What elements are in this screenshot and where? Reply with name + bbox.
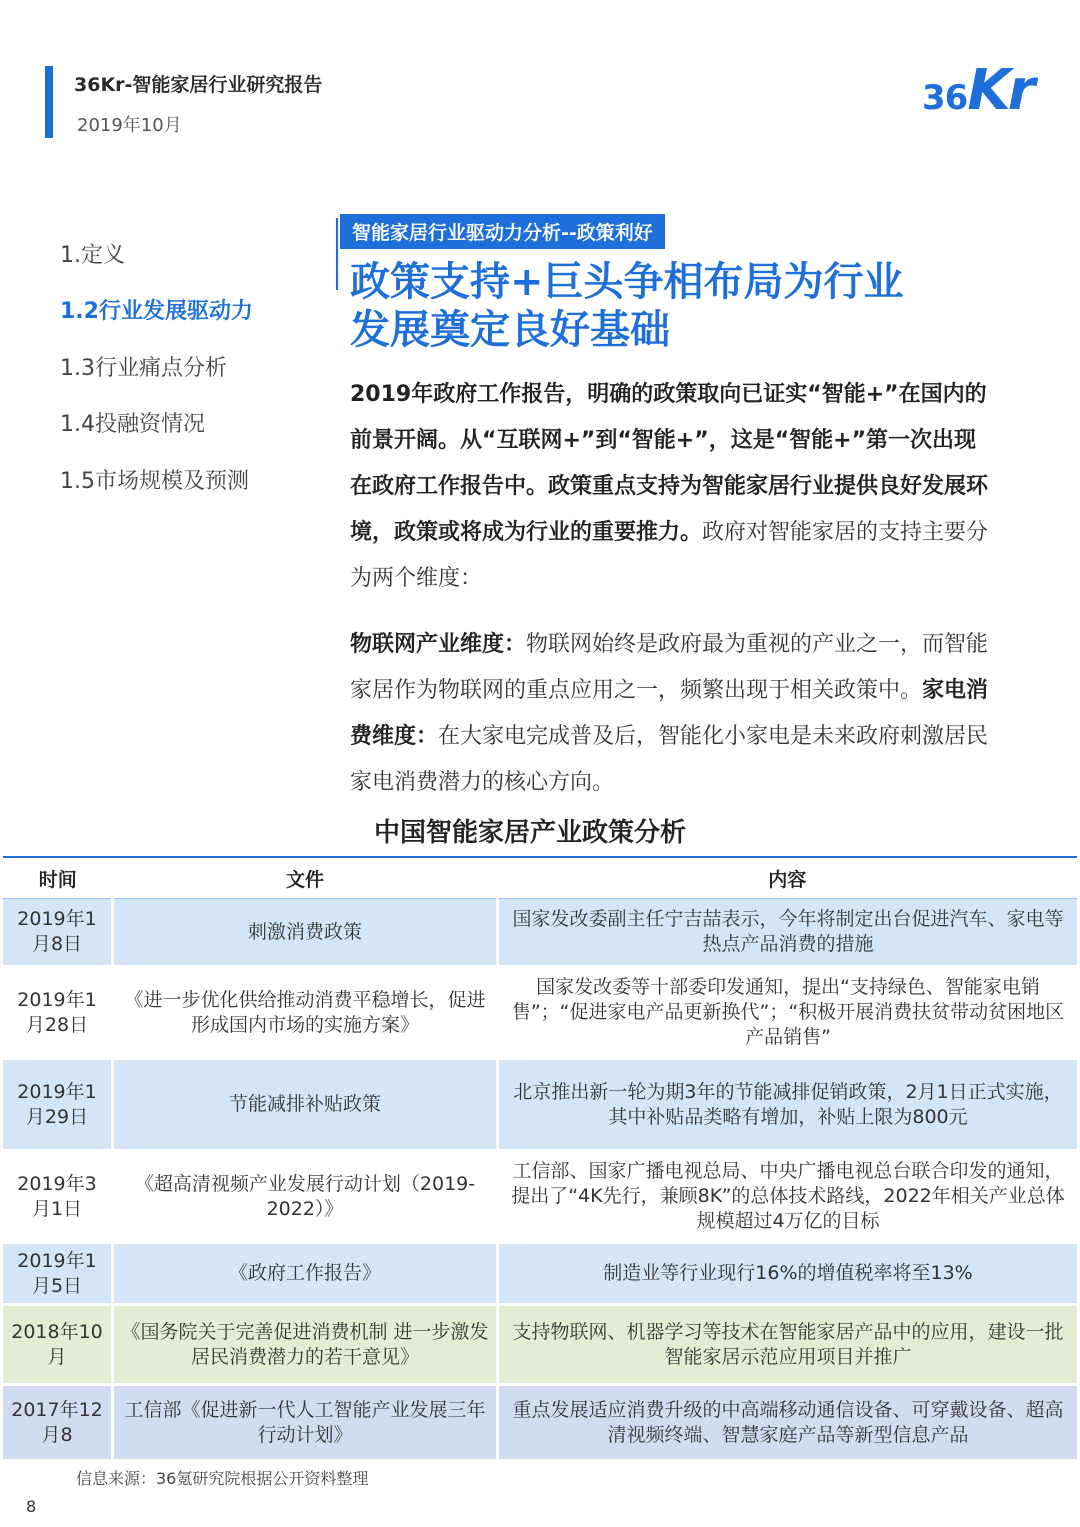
nav-item-market-size[interactable]: 1.5市场规模及预测 xyxy=(60,469,249,494)
cell-doc: 《政府工作报告》 xyxy=(113,1243,498,1305)
table-row xyxy=(3,1151,1077,1243)
cell-doc: 《超高清视频产业发展行动计划（2019-2022）》 xyxy=(113,1151,498,1243)
cell-time: 2017年12月8 xyxy=(3,1385,113,1461)
cell-content: 国家发改委等十部委印发通知，提出“支持绿色、智能家电销售”；“促进家电产品更新换代”；“积极开展消费扶贫带动贫困地区产品销售” xyxy=(498,967,1078,1059)
cell-time: 2019年1月8日 xyxy=(3,899,113,967)
nav-item-financing[interactable]: 1.4投融资情况 xyxy=(60,412,205,437)
col-header-doc: 文件 xyxy=(113,857,498,899)
cell-content: 国家发改委副主任宁吉喆表示，今年将制定出台促进汽车、家电等热点产品消费的措施 xyxy=(498,899,1078,967)
cell-content: 制造业等行业现行16%的增值税率将至13% xyxy=(498,1243,1078,1305)
dimension-paragraph xyxy=(350,622,990,806)
table-row xyxy=(3,1059,1077,1151)
section-tag: 智能家居行业驱动力分析--政策利好 xyxy=(340,214,665,249)
page-headline xyxy=(350,258,1050,354)
appliance-label: 家电消费维度： xyxy=(350,678,989,749)
table-row xyxy=(3,967,1077,1059)
cell-time: 2019年1月29日 xyxy=(3,1059,113,1151)
report-date: 2019年10月 xyxy=(77,115,182,136)
cell-content: 工信部、国家广播电视总局、中央广播电视总台联合印发的通知，提出了“4K先行，兼顾8K”的总体技术路线，2022年相关产业总体规模超过4万亿的目标 xyxy=(498,1151,1078,1243)
cell-doc: 刺激消费政策 xyxy=(113,899,498,967)
intro-paragraph xyxy=(350,372,990,602)
cell-time: 2019年1月5日 xyxy=(3,1243,113,1305)
cell-time: 2019年3月1日 xyxy=(3,1151,113,1243)
table-row xyxy=(3,899,1077,967)
headline-line-1: 政策支持+巨头争相布局为行业 xyxy=(350,259,904,305)
table-row xyxy=(3,1243,1077,1305)
cell-doc: 工信部《促进新一代人工智能产业发展三年行动计划》 xyxy=(113,1385,498,1461)
nav-item-definition[interactable]: 1.定义 xyxy=(60,243,125,268)
nav-item-pain-points[interactable]: 1.3行业痛点分析 xyxy=(60,356,227,381)
table-header-row xyxy=(3,857,1077,899)
iot-label: 物联网产业维度： xyxy=(350,632,527,657)
source-note: 信息来源：36氪研究院根据公开资料整理 xyxy=(76,1469,369,1488)
cell-content: 北京推出新一轮为期3年的节能减排促销政策，2月1日正式实施，其中补贴品类略有增加，补贴上限为800元 xyxy=(498,1059,1078,1151)
cell-doc: 《进一步优化供给推动消费平稳增长，促进形成国内市场的实施方案》 xyxy=(113,967,498,1059)
iot-text: 物联网始终是政府最为重视的产业之一，而智能家居作为物联网的重点应用之一，频繁出现于相关政策中。 xyxy=(350,632,989,703)
36kr-logo: 36Kr xyxy=(922,58,1033,123)
cell-time: 2018年10月 xyxy=(3,1305,113,1385)
cell-content: 支持物联网、机器学习等技术在智能家居产品中的应用，建设一批智能家居示范应用项目并推广 xyxy=(498,1305,1078,1385)
report-title: 36Kr-智能家居行业研究报告 xyxy=(74,74,323,96)
cell-content: 重点发展适应消费升级的中高端移动通信设备、可穿戴设备、超高清视频终端、智慧家庭产品等新型信息产品 xyxy=(498,1385,1078,1461)
appliance-text: 在大家电完成普及后，智能化小家电是未来政府刺激居民家电消费潜力的核心方向。 xyxy=(350,724,989,795)
header-accent-bar xyxy=(45,66,53,138)
cell-time: 2019年1月28日 xyxy=(3,967,113,1059)
intro-bold: 2019年政府工作报告，明确的政策取向已证实“智能+”在国内的前景开阔。从“互联网+”到“智能+”，这是“智能+”第一次出现在政府工作报告中。政策重点支持为智能家居行业提供良好发展环境，政策或将成为行业的重要推力。 xyxy=(350,382,989,545)
section-divider xyxy=(336,218,338,290)
col-header-time: 时间 xyxy=(3,857,113,899)
col-header-content: 内容 xyxy=(498,857,1078,899)
intro-text: 政府对智能家居的支持主要分为两个维度： xyxy=(350,520,989,591)
table-row xyxy=(3,1305,1077,1385)
table-row xyxy=(3,1385,1077,1461)
cell-doc: 节能减排补贴政策 xyxy=(113,1059,498,1151)
nav-item-drivers[interactable]: 1.2行业发展驱动力 xyxy=(60,299,253,324)
page-number: 8 xyxy=(26,1497,37,1516)
table-title: 中国智能家居产业政策分析 xyxy=(373,818,686,848)
policy-table xyxy=(3,856,1077,1462)
cell-doc: 《国务院关于完善促进消费机制 进一步激发居民消费潜力的若干意见》 xyxy=(113,1305,498,1385)
headline-line-2: 发展奠定良好基础 xyxy=(350,307,670,353)
